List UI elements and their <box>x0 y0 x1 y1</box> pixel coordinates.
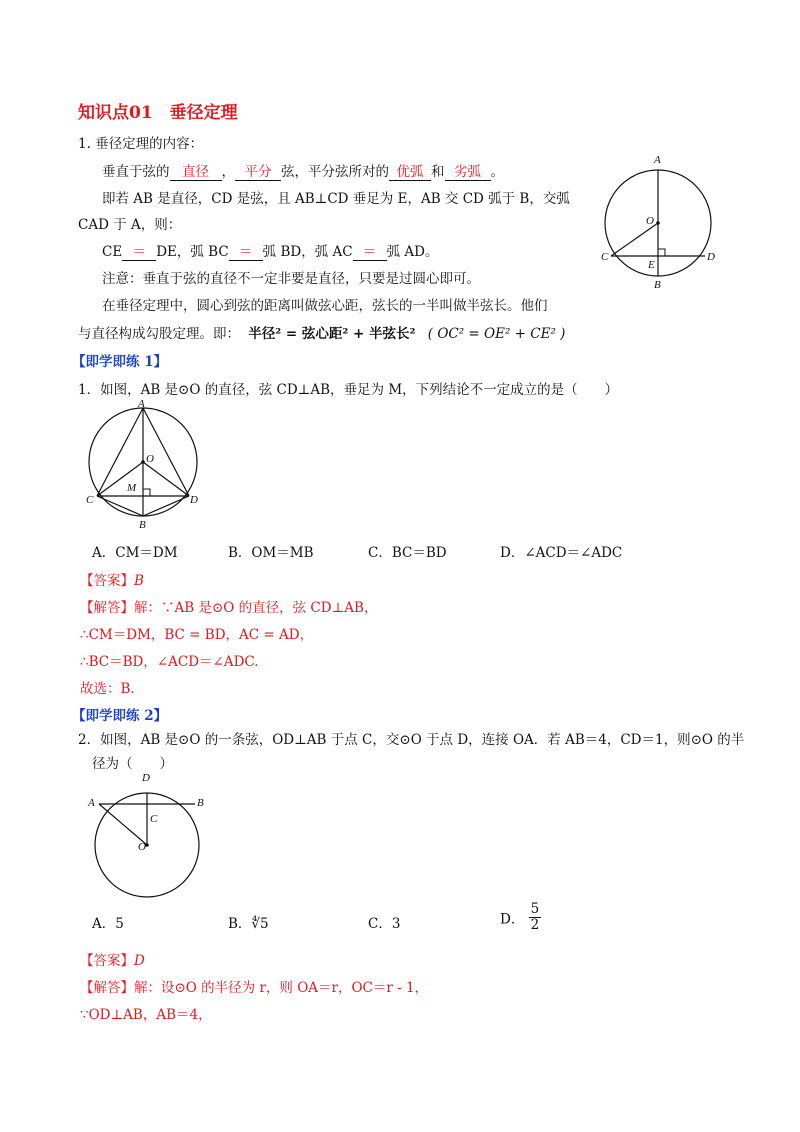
practice2-option-b: B．∜5 <box>228 916 269 932</box>
solution-text: 解：设⊙O 的半径为 r，则 OA＝r，OC＝r - 1， <box>134 980 429 996</box>
practice2-question-1: 2．如图，AB 是⊙O 的一条弦，OD⊥AB 于点 C，交⊙O 于点 D，连接 OA．若 AB＝4，CD＝1，则⊙O 的半 <box>78 732 745 748</box>
blank-diameter: 直径 <box>170 160 222 181</box>
section-title: 知识点01 垂径定理 <box>78 103 238 123</box>
fig1-label-m: M <box>127 482 137 494</box>
option-d-fraction <box>529 902 542 933</box>
answer-tag: 【答案】 <box>80 573 134 589</box>
fig1-label-c: C <box>86 494 94 506</box>
practice1-tag: 【即学即练 1】 <box>72 354 168 370</box>
fraction-numerator: 5 <box>530 901 540 917</box>
theorem-line-2: 即若 AB 是直径，CD 是弦，且 AB⊥CD 垂足为 E，AB 交 CD 弧于 B，交弧 <box>102 191 570 207</box>
practice1-figure <box>86 400 206 530</box>
text: ， <box>221 164 235 180</box>
fig2-label-o: O <box>138 841 146 853</box>
practice2-solution-2: ∵OD⊥AB，AB＝4， <box>80 1007 212 1023</box>
fig1-label-o: O <box>146 453 154 465</box>
fig1-label-a: A <box>138 400 145 410</box>
text: DE，弧 BC <box>156 244 229 260</box>
fig2-label-d: D <box>142 772 150 784</box>
fig2-label-b: B <box>197 797 204 809</box>
practice1-option-c: C．BC＝BD <box>368 545 447 561</box>
text: CE <box>102 244 123 260</box>
theorem-line-7 <box>78 322 565 342</box>
practice1-solution-4: 故选：B. <box>80 681 135 697</box>
blank-major-arc: 优弧 <box>389 160 431 181</box>
fig2-label-c: C <box>150 813 158 825</box>
practice2-tag: 【即学即练 2】 <box>72 708 168 724</box>
theorem-line-6: 在垂径定理中，圆心到弦的距离叫做弦心距，弦长的一半叫做半弦长。他们 <box>102 298 548 314</box>
solution-text: 解：∵AB 是⊙O 的直径，弦 CD⊥AB， <box>134 600 378 616</box>
practice2-option-d <box>500 902 541 933</box>
practice2-question-2: 径为（ ） <box>92 756 173 772</box>
solution-tag: 【解答】 <box>80 980 134 996</box>
blank-bisect: 平分 <box>235 160 281 181</box>
fig1-label-b: B <box>139 519 146 530</box>
theorem-line-3: CAD 于 A，则： <box>78 217 182 233</box>
fraction-denominator: 2 <box>530 917 540 933</box>
text: 弧 BD，弧 AC <box>262 244 353 260</box>
formula-en: ( OC² = OE² + CE² ) <box>427 326 566 342</box>
fig2-label-a: A <box>88 797 95 809</box>
text: 和 <box>431 164 445 180</box>
theorem-figure <box>596 150 726 290</box>
practice1-question: 1．如图，AB 是⊙O 的直径，弦 CD⊥AB，垂足为 M，下列结论不一定成立的是（ ） <box>78 382 619 398</box>
practice1-option-a: A．CM＝DM <box>92 545 178 561</box>
fig-label-b: B <box>654 279 661 290</box>
practice1-option-d: D．∠ACD＝∠ADC <box>500 545 623 561</box>
text: 弦，平分弦所对的 <box>281 164 389 180</box>
practice2-solution-1 <box>80 976 428 996</box>
practice2-answer <box>80 949 145 969</box>
theorem-line-4 <box>102 240 438 261</box>
practice2-option-c: C．3 <box>368 916 401 932</box>
fig-label-e: E <box>648 259 655 271</box>
fig1-label-d: D <box>190 494 198 506</box>
fig-label-a: A <box>654 154 661 166</box>
practice1-solution-2: ∴CM＝DM，BC = BD，AC = AD， <box>80 627 314 643</box>
blank-eq-2: ＝ <box>229 240 263 261</box>
answer-tag: 【答案】 <box>80 953 134 969</box>
text: 。 <box>490 164 504 180</box>
theorem-line-5: 注意：垂直于弦的直径不一定非要是直径，只要是过圆心即可。 <box>102 271 480 287</box>
practice2-figure <box>86 770 206 900</box>
practice1-solution-3: ∴BC＝BD，∠ACD＝∠ADC. <box>80 654 259 670</box>
fig-label-d: D <box>707 251 715 263</box>
theorem-heading: 1. 垂径定理的内容： <box>78 136 204 152</box>
option-d-label: D． <box>500 911 525 928</box>
practice2-option-a: A．5 <box>92 916 124 932</box>
theorem-line-1 <box>102 160 504 181</box>
practice1-option-b: B．OM＝MB <box>228 545 314 561</box>
text: 与直径构成勾股定理。即： <box>78 326 240 342</box>
blank-eq-3: ＝ <box>353 240 387 261</box>
practice1-solution-1 <box>80 596 377 616</box>
formula-cn: 半径² = 弦心距² + 半弦长² <box>248 326 416 342</box>
practice1-answer <box>80 569 144 589</box>
answer-value: D <box>134 953 145 969</box>
fig-label-o: O <box>646 215 654 227</box>
answer-value: B <box>134 573 144 589</box>
text: 垂直于弦的 <box>102 164 170 180</box>
blank-eq-1: ＝ <box>122 240 156 261</box>
text: 弧 AD。 <box>386 244 439 260</box>
blank-minor-arc: 劣弧 <box>445 160 491 181</box>
solution-tag: 【解答】 <box>80 600 134 616</box>
fig-label-c: C <box>601 251 609 263</box>
